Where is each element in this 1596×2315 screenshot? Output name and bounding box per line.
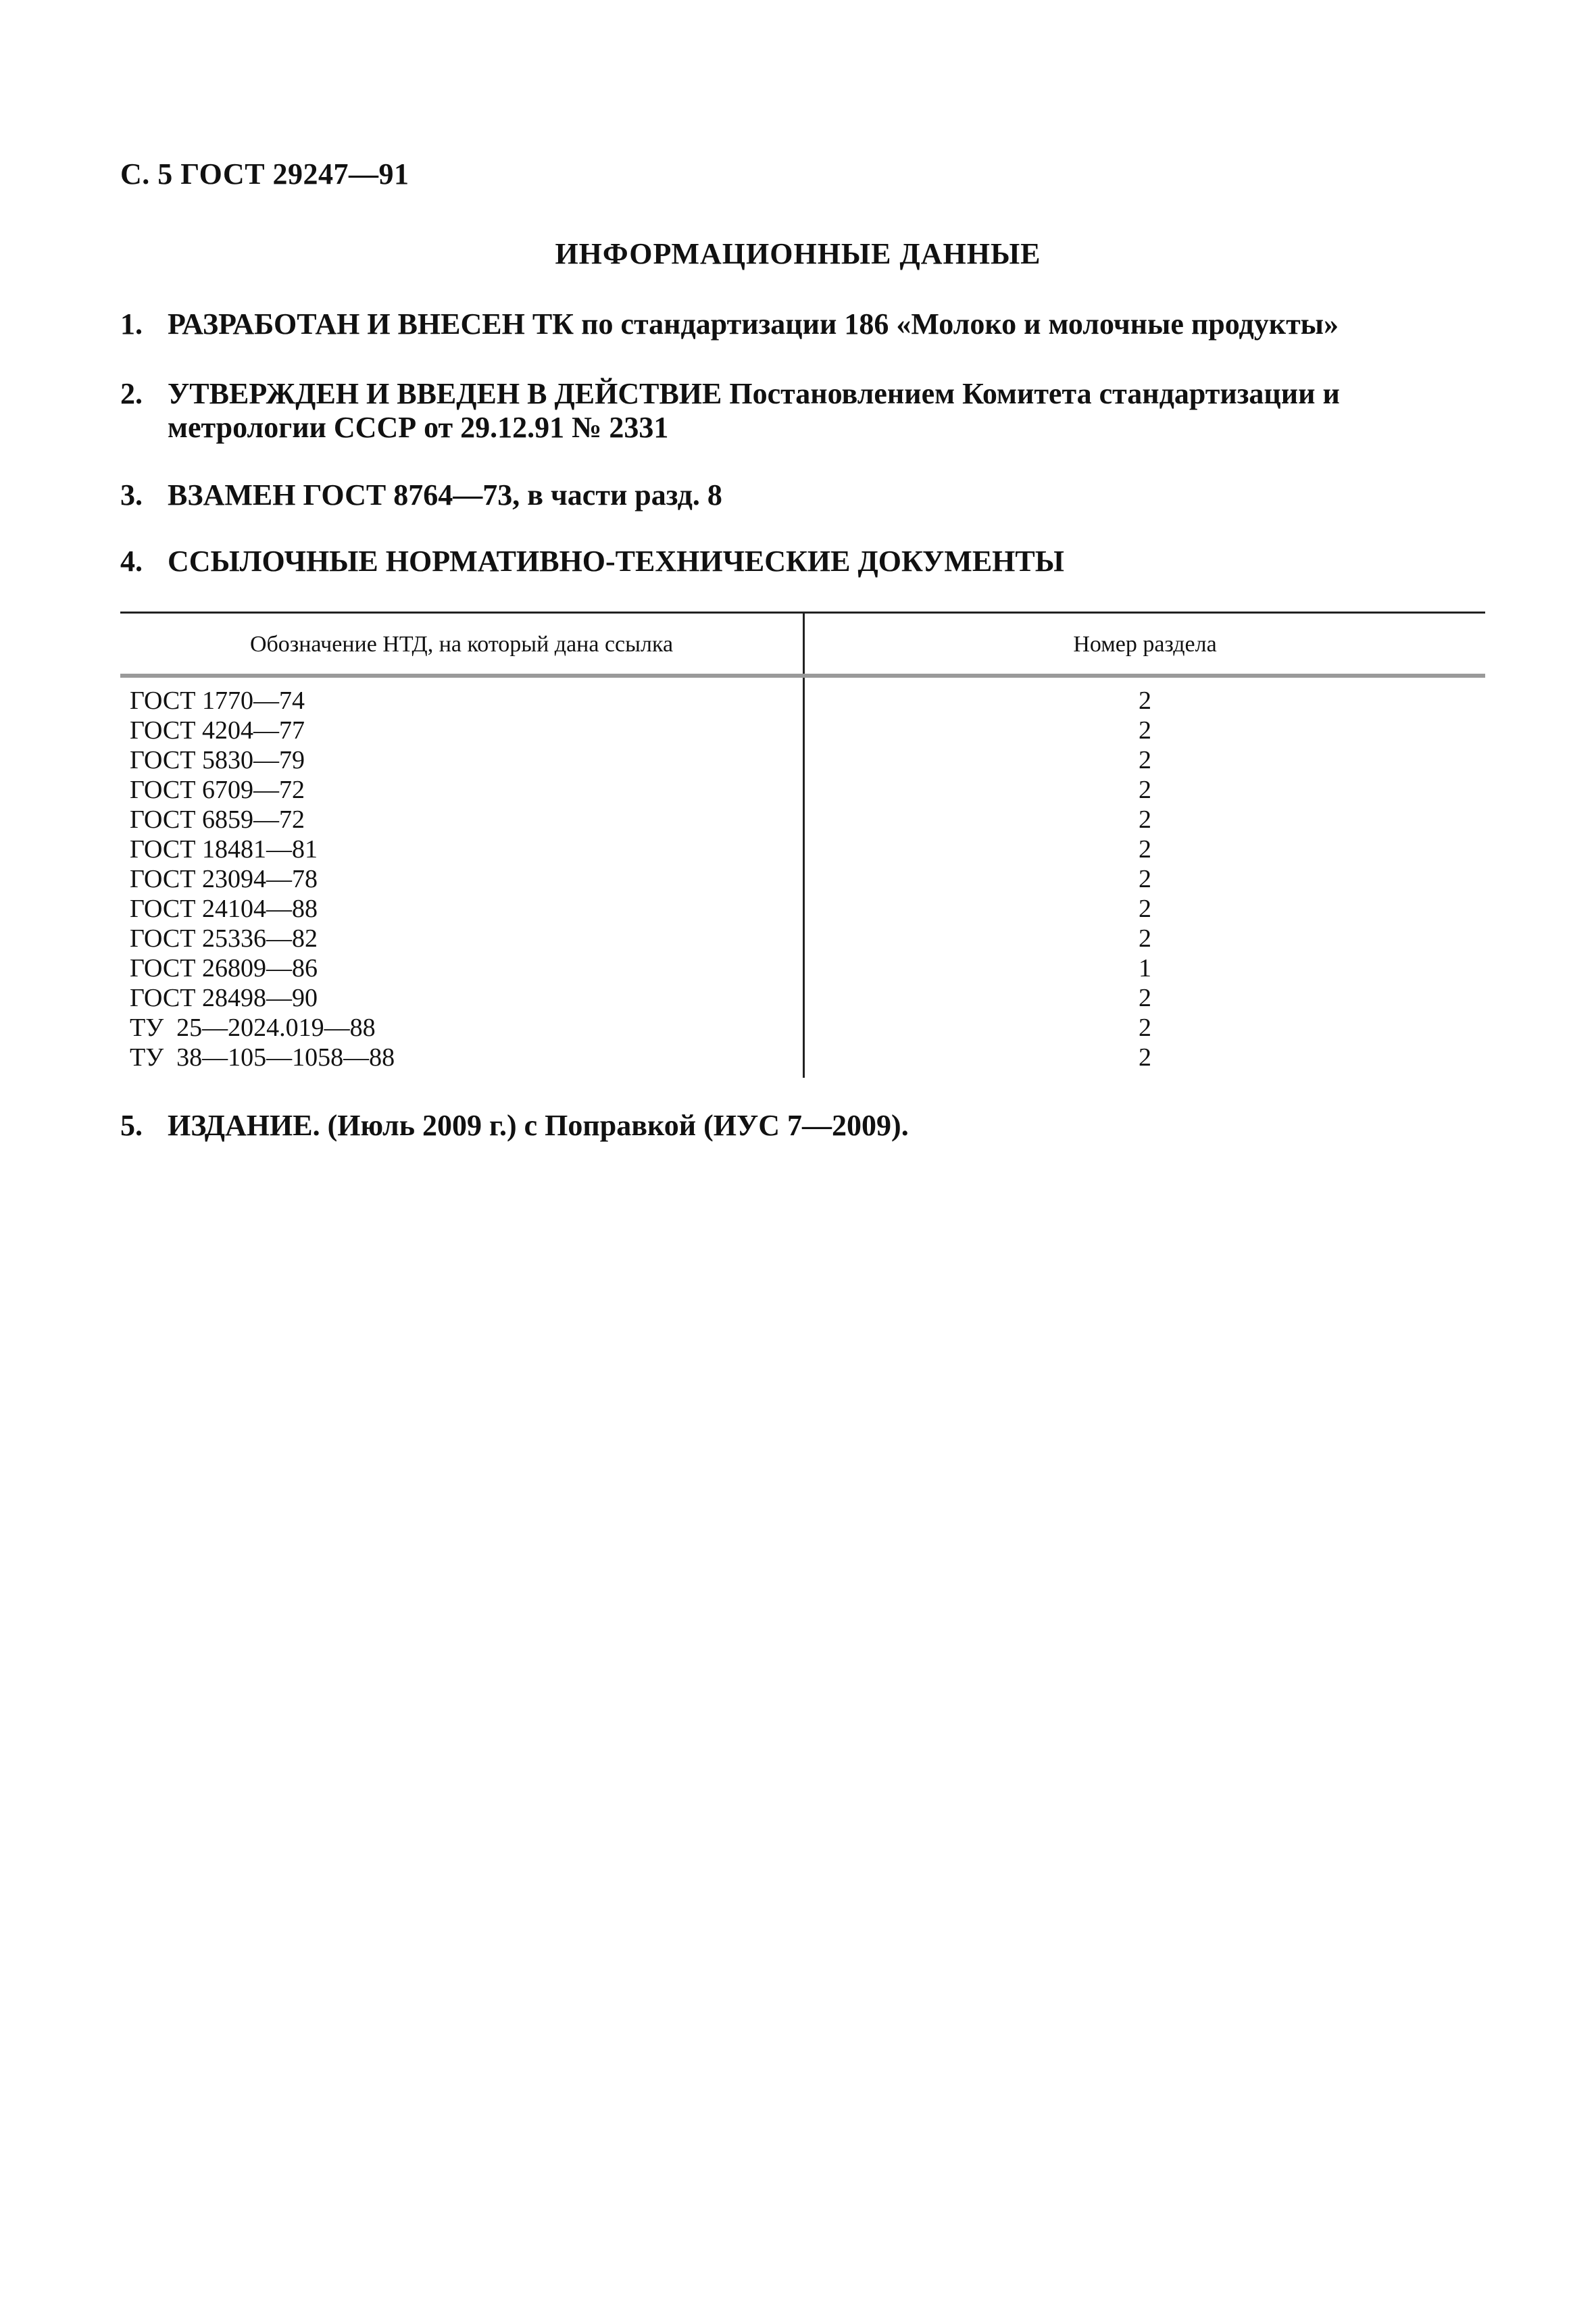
table-body bbox=[120, 686, 1485, 1072]
section-cell: 2 bbox=[1139, 835, 1151, 864]
column-header-document: Обозначение НТД, на который дана ссылка bbox=[249, 632, 674, 657]
table-header-rule bbox=[120, 674, 1485, 678]
item-text: РАЗРАБОТАН И ВНЕСЕН ТК по стандартизации 186 «Молоко и молочные продукты» bbox=[168, 307, 1339, 341]
info-item-4 bbox=[120, 545, 1485, 578]
document-cell: ГОСТ 18481—81 bbox=[130, 835, 318, 864]
document-cell: ТУ 38—105—1058—88 bbox=[130, 1043, 395, 1072]
table-row bbox=[120, 864, 1485, 894]
document-cell: ГОСТ 4204—77 bbox=[130, 716, 305, 745]
section-cell: 2 bbox=[1139, 1014, 1151, 1042]
section-cell: 2 bbox=[1139, 776, 1151, 804]
item-number: 2. bbox=[120, 377, 143, 410]
item-text: ВЗАМЕН ГОСТ 8764—73, в части разд. 8 bbox=[168, 478, 722, 512]
table-row bbox=[120, 716, 1485, 745]
item-number: 5. bbox=[120, 1109, 143, 1142]
section-cell: 2 bbox=[1139, 716, 1151, 745]
document-cell: ГОСТ 23094—78 bbox=[130, 865, 318, 893]
document-cell: ГОСТ 26809—86 bbox=[130, 954, 318, 982]
section-cell: 2 bbox=[1139, 746, 1151, 774]
column-header-section: Номер раздела bbox=[1073, 632, 1217, 657]
item-text: ССЫЛОЧНЫЕ НОРМАТИВНО-ТЕХНИЧЕСКИЕ ДОКУМЕНТЫ bbox=[168, 545, 1064, 578]
table-row bbox=[120, 805, 1485, 835]
info-item-1 bbox=[120, 307, 1485, 341]
section-cell: 2 bbox=[1139, 895, 1151, 923]
table-row bbox=[120, 1043, 1485, 1072]
item-text: ИЗДАНИЕ. (Июль 2009 г.) с Поправкой (ИУС 7—2009). bbox=[168, 1109, 909, 1142]
item-number: 4. bbox=[120, 545, 143, 578]
table-row bbox=[120, 686, 1485, 716]
info-item-2 bbox=[120, 377, 1485, 445]
section-cell: 2 bbox=[1139, 924, 1151, 953]
item-text: УТВЕРЖДЕН И ВВЕДЕН В ДЕЙСТВИЕ Постановлением Комитета стандартизации и метрологии СССР от 29.12.91 № 2331 bbox=[168, 377, 1340, 444]
item-number: 1. bbox=[120, 307, 143, 341]
section-cell: 2 bbox=[1139, 687, 1151, 715]
section-cell: 2 bbox=[1139, 984, 1151, 1012]
document-cell: ГОСТ 25336—82 bbox=[130, 924, 318, 953]
section-cell: 2 bbox=[1139, 865, 1151, 893]
document-cell: ГОСТ 1770—74 bbox=[130, 687, 305, 715]
page-header: С. 5 ГОСТ 29247—91 bbox=[120, 157, 409, 191]
info-item-5 bbox=[120, 1109, 1485, 1143]
table-row bbox=[120, 953, 1485, 983]
document-cell: ГОСТ 5830—79 bbox=[130, 746, 305, 774]
table-row bbox=[120, 835, 1485, 864]
document-cell: ГОСТ 24104—88 bbox=[130, 895, 318, 923]
section-cell: 1 bbox=[1139, 954, 1151, 982]
item-number: 3. bbox=[120, 478, 143, 512]
section-cell: 2 bbox=[1139, 805, 1151, 834]
document-cell: ГОСТ 6709—72 bbox=[130, 776, 305, 804]
info-item-3 bbox=[120, 478, 1485, 512]
section-title: ИНФОРМАЦИОННЫЕ ДАННЫЕ bbox=[555, 237, 1041, 270]
document-cell: ТУ 25—2024.019—88 bbox=[130, 1014, 376, 1042]
document-cell: ГОСТ 6859—72 bbox=[130, 805, 305, 834]
table-row bbox=[120, 894, 1485, 924]
document-cell: ГОСТ 28498—90 bbox=[130, 984, 318, 1012]
table-row bbox=[120, 775, 1485, 805]
table-row bbox=[120, 924, 1485, 953]
table-row bbox=[120, 1013, 1485, 1043]
table-row bbox=[120, 983, 1485, 1013]
section-cell: 2 bbox=[1139, 1043, 1151, 1072]
table-row bbox=[120, 745, 1485, 775]
references-table bbox=[120, 612, 1485, 1078]
